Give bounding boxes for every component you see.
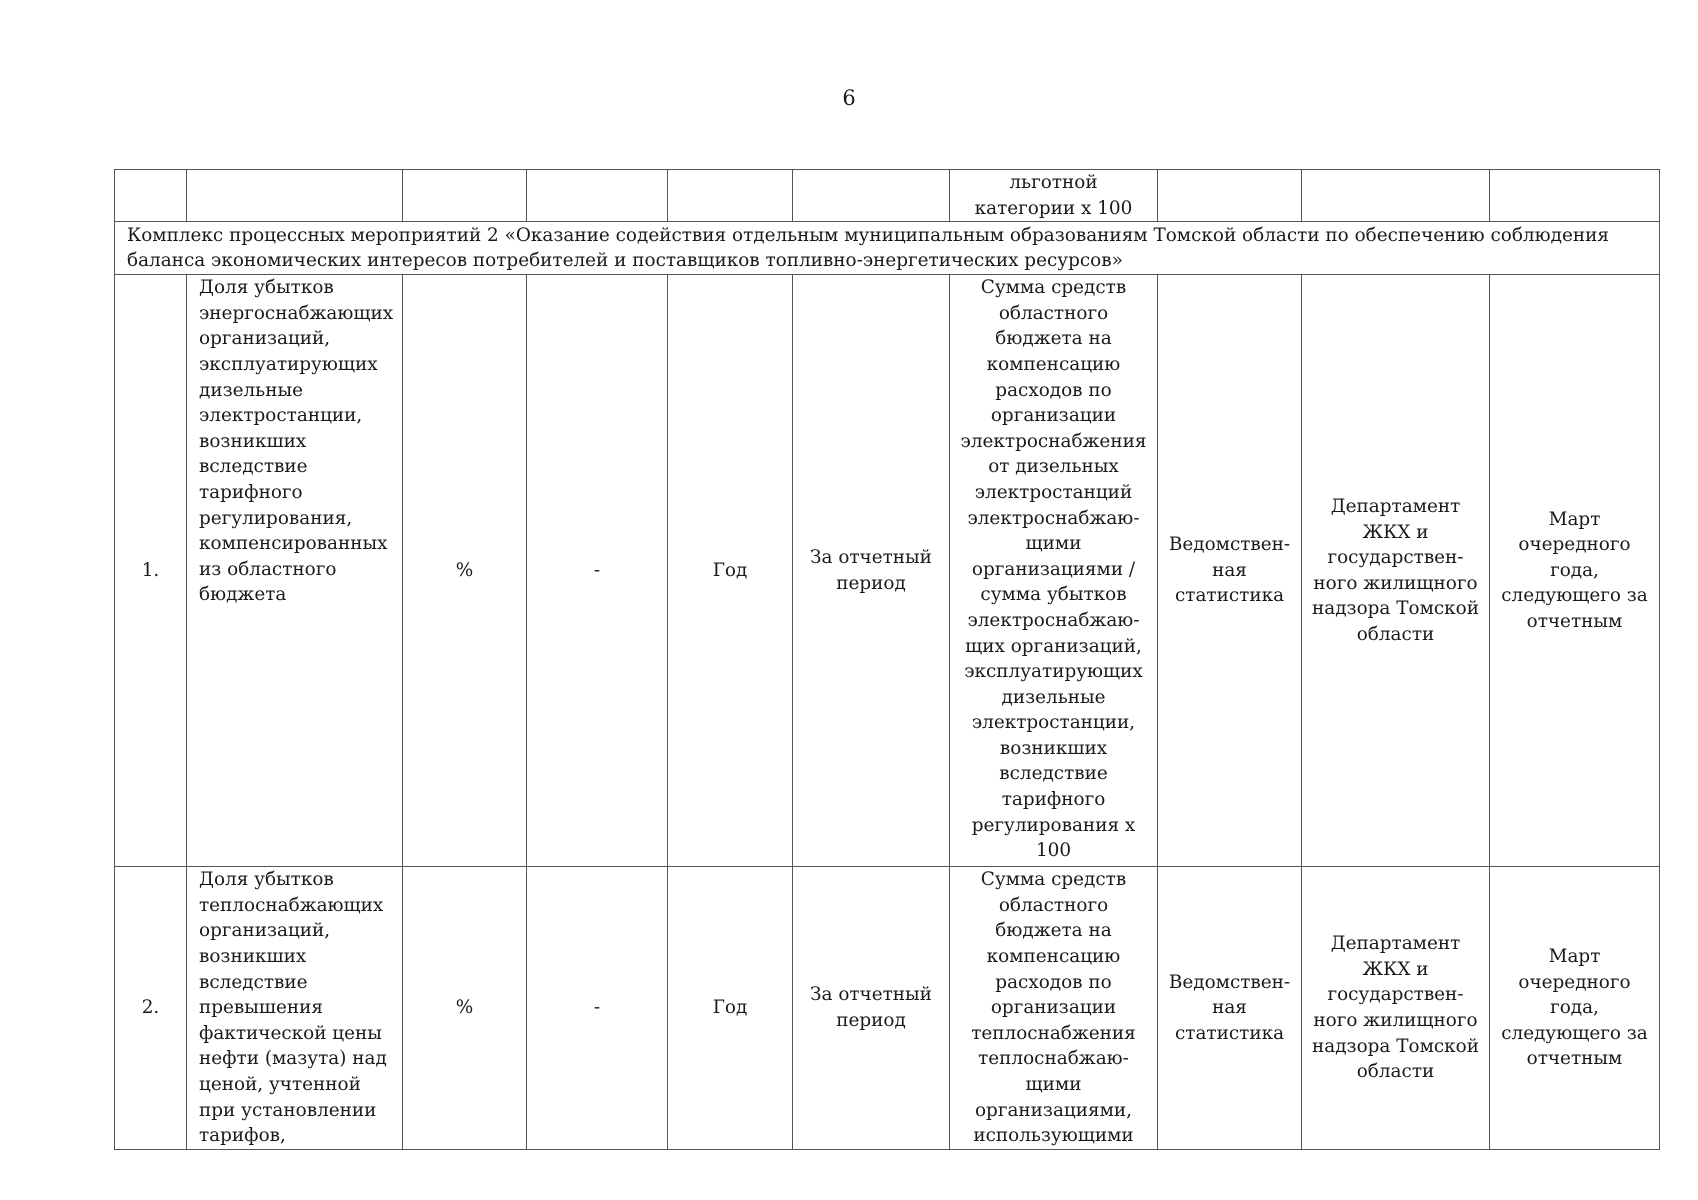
cell-indicator-name: Доля убытков теплоснабжающих организаций, возникших вследствие превышения фактической цены нефти (мазута) над ценой, учтенной при установлении тарифов, [187, 867, 403, 1150]
cell-empty [1302, 170, 1490, 222]
section-title: Комплекс процессных мероприятий 2 «Оказание содействия отдельным муниципальным образованиям Томской области по обеспечению соблюдения баланса экономических интересов потребителей и поставщиков топливно-энергетических ресурсов» [115, 222, 1660, 275]
cell-period: За отчетный период [793, 275, 950, 867]
cell-source: Ведомствен- ная статистика [1158, 275, 1302, 867]
cell-number: 2. [115, 867, 187, 1150]
cell-dash: - [527, 867, 668, 1150]
page-number: 6 [842, 86, 856, 110]
cell-deadline: Март очередного года, следующего за отчетным [1490, 275, 1660, 867]
cell-dash: - [527, 275, 668, 867]
section-row [115, 222, 1660, 275]
cell-empty [115, 170, 187, 222]
cell-indicator-name: Доля убытков энергоснабжающих организаций, эксплуатирующих дизельные электростанции, возникших вследствие тарифного регулирования, компенсированных из областного бюджета [187, 275, 403, 867]
cell-frequency: Год [668, 867, 793, 1150]
cell-empty [1490, 170, 1660, 222]
cell-unit: % [403, 275, 527, 867]
cell-responsible: Департамент ЖКХ и государствен- ного жилищного надзора Томской области [1302, 275, 1490, 867]
cell-deadline: Март очередного года, следующего за отчетным [1490, 867, 1660, 1150]
cell-formula: Сумма средств областного бюджета на компенсацию расходов по организации электроснабжения от дизельных электростанций электроснабжаю- щими организациями / сумма убытков электроснабжаю- щих организаций, эксплуатирующих дизельные электростанции, возникших вследствие тарифного регулирования х 100 [950, 275, 1158, 867]
cell-unit: % [403, 867, 527, 1150]
carry-over-row [115, 170, 1660, 222]
cell-empty [793, 170, 950, 222]
table-row [115, 867, 1660, 1150]
indicators-table [114, 169, 1660, 1150]
cell-empty [403, 170, 527, 222]
cell-empty [527, 170, 668, 222]
cell-formula: льготной категории х 100 [950, 170, 1158, 222]
cell-source: Ведомствен- ная статистика [1158, 867, 1302, 1150]
cell-empty [187, 170, 403, 222]
cell-frequency: Год [668, 275, 793, 867]
cell-empty [1158, 170, 1302, 222]
cell-empty [668, 170, 793, 222]
cell-number: 1. [115, 275, 187, 867]
cell-formula: Сумма средств областного бюджета на компенсацию расходов по организации теплоснабжения теплоснабжаю- щими организациями, использующими [950, 867, 1158, 1150]
table-row [115, 275, 1660, 867]
cell-responsible: Департамент ЖКХ и государствен- ного жилищного надзора Томской области [1302, 867, 1490, 1150]
cell-period: За отчетный период [793, 867, 950, 1150]
